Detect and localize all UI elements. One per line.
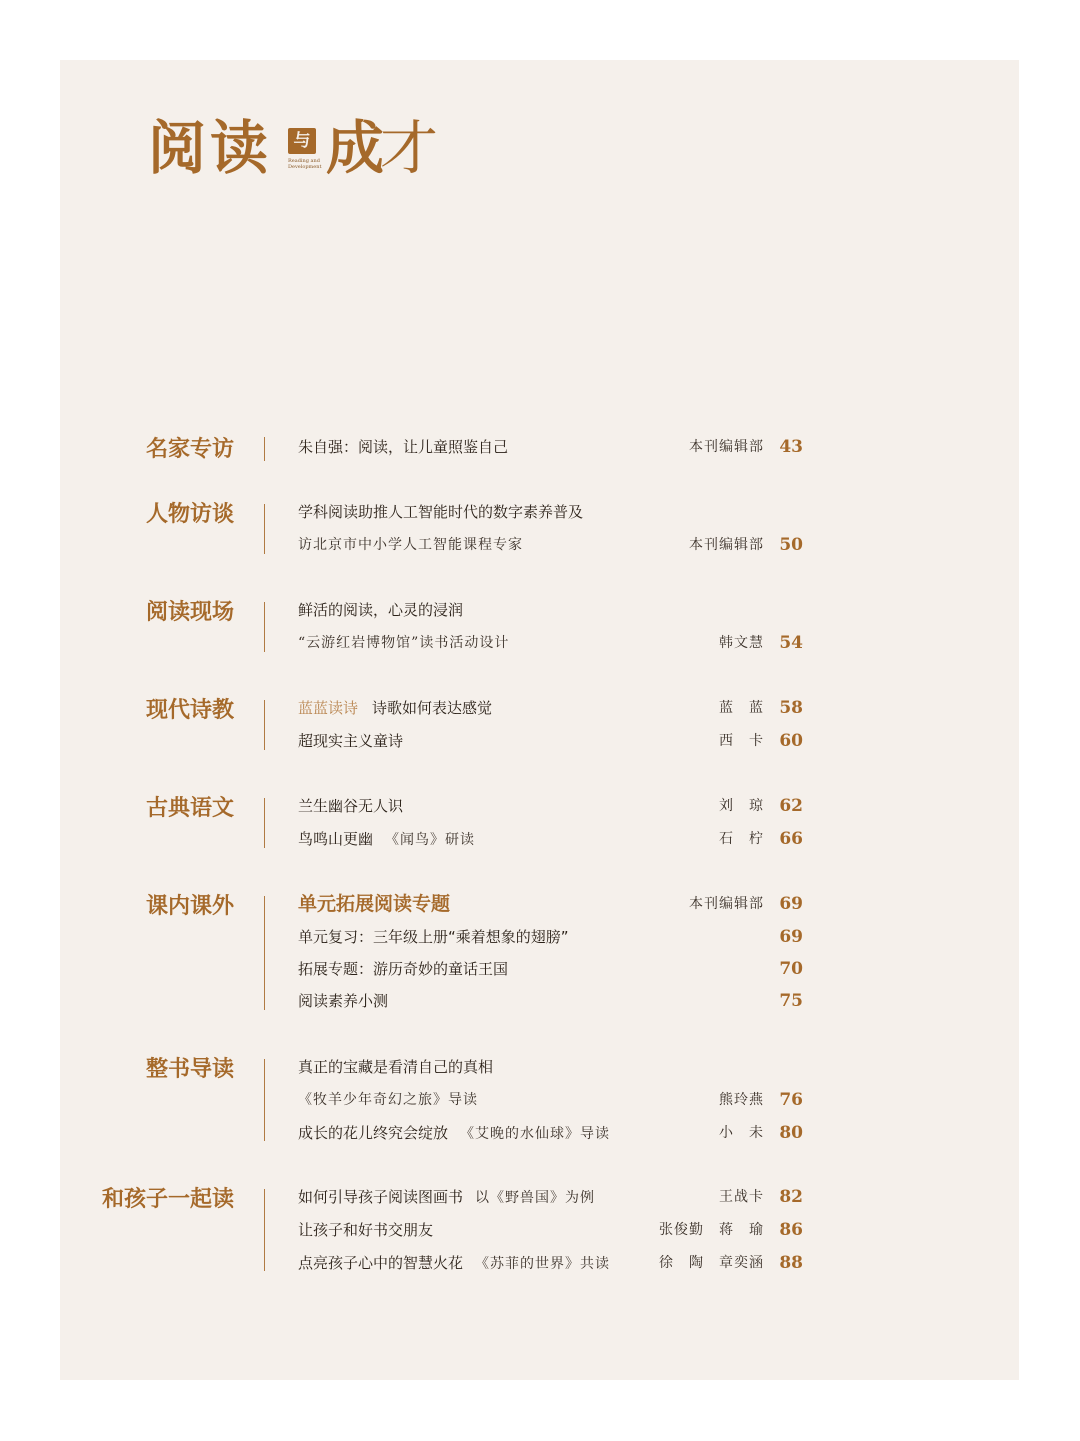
toc-entry[interactable]: [298, 598, 803, 622]
toc-entry[interactable]: [298, 1055, 803, 1079]
article-author: 本刊编辑部: [689, 537, 764, 553]
toc-entry[interactable]: [298, 696, 803, 720]
toc-entry[interactable]: [298, 729, 803, 753]
page-number: 82: [779, 1187, 803, 1207]
logo-char: 才: [380, 114, 439, 182]
article-title: 诗歌如何表达感觉: [372, 699, 493, 717]
page-number: 76: [779, 1090, 803, 1110]
toc-entry[interactable]: [298, 892, 803, 916]
toc-entry[interactable]: [298, 631, 803, 655]
toc-entry[interactable]: [298, 1088, 803, 1112]
article-title: 朱自强：阅读，让儿童照鉴自己: [298, 438, 509, 456]
article-author: 本刊编辑部: [689, 439, 764, 455]
article-title-line: [298, 1185, 595, 1210]
article-title-line: [298, 827, 475, 852]
column-prefix: 蓝蓝读诗: [298, 699, 359, 717]
section-title: 和孩子一起读: [101, 1186, 234, 1212]
page-number: 58: [779, 698, 803, 718]
section-title: 阅读现场: [145, 599, 234, 625]
toc-entry[interactable]: [298, 827, 803, 851]
article-title: 点亮孩子心中的智慧火花: [298, 1254, 464, 1272]
section-title: 古典语文: [145, 795, 234, 821]
article-author: 王战卡: [719, 1189, 764, 1205]
toc-entry[interactable]: [298, 989, 803, 1013]
section-title: 整书导读: [145, 1056, 234, 1082]
article-subtitle: 《苏菲的世界》共读: [475, 1256, 611, 1272]
article-author: 小 未: [719, 1125, 764, 1141]
page-number: 75: [779, 991, 803, 1011]
logo-english-line: Development: [288, 164, 322, 170]
page-number: 66: [779, 829, 803, 849]
section-title: 人物访谈: [145, 501, 234, 527]
article-subtitle: 《牧羊少年奇幻之旅》导读: [298, 1092, 478, 1108]
toc-entry[interactable]: [298, 1218, 803, 1242]
page-number: 54: [779, 633, 803, 653]
article-subtitle: “云游红岩博物馆”读书活动设计: [298, 635, 510, 651]
magazine-logo: [148, 110, 448, 200]
article-title: 单元拓展阅读专题: [298, 893, 451, 915]
article-title-line: [298, 696, 492, 720]
article-title: 鲜活的阅读，心灵的浸润: [298, 601, 464, 619]
article-title: 鸟鸣山更幽: [298, 830, 374, 848]
article-author: 张俊勤 蒋 瑜: [659, 1222, 764, 1238]
section-divider: [264, 504, 265, 554]
article-author: 西 卡: [719, 733, 764, 749]
page-number: 88: [779, 1253, 803, 1273]
page-number: 70: [779, 959, 803, 979]
toc-entry[interactable]: [298, 435, 803, 459]
toc-entry[interactable]: [298, 500, 803, 524]
section-divider: [264, 1059, 265, 1141]
logo-char: 阅: [148, 114, 207, 182]
article-author: 徐 陶 章奕涵: [659, 1255, 764, 1271]
article-author: 熊玲燕: [719, 1092, 764, 1108]
article-title: 拓展专题：游历奇妙的童话王国: [298, 960, 509, 978]
page-number: 43: [779, 437, 803, 457]
section-title: 名家专访: [145, 436, 234, 462]
article-subtitle: 《艾晚的水仙球》导读: [460, 1126, 611, 1142]
article-title: 超现实主义童诗: [298, 732, 404, 750]
article-author: 本刊编辑部: [689, 896, 764, 912]
toc-entry[interactable]: [298, 925, 803, 949]
section-title: 现代诗教: [145, 697, 234, 723]
article-subtitle: 访北京市中小学人工智能课程专家: [298, 537, 523, 553]
toc-entry[interactable]: [298, 1251, 803, 1275]
section-divider: [264, 798, 265, 848]
article-author: 韩文慧: [719, 635, 764, 651]
section-divider: [264, 437, 265, 461]
page-number: 80: [779, 1123, 803, 1143]
article-title: 兰生幽谷无人识: [298, 797, 404, 815]
logo-char: 成: [326, 114, 385, 182]
page-number: 60: [779, 731, 803, 751]
article-author: 刘 琼: [719, 798, 764, 814]
logo-seal: 与: [288, 128, 316, 154]
table-of-contents-page: [60, 60, 1019, 1380]
section-divider: [264, 896, 265, 1010]
page-number: 50: [779, 535, 803, 555]
toc-entry[interactable]: [298, 794, 803, 818]
article-title-line: [298, 1251, 610, 1276]
article-title: 真正的宝藏是看清自己的真相: [298, 1058, 494, 1076]
article-author: 蓝 蓝: [719, 700, 764, 716]
toc-entry[interactable]: [298, 1121, 803, 1145]
logo-english-line: Reading and: [288, 158, 320, 164]
article-title: 阅读素养小测: [298, 992, 389, 1010]
logo-char: 读: [210, 114, 269, 182]
section-title: 课内课外: [145, 893, 234, 919]
article-title: 单元复习：三年级上册“乘着想象的翅膀”: [298, 928, 569, 946]
article-title: 让孩子和好书交朋友: [298, 1221, 434, 1239]
section-divider: [264, 700, 265, 750]
article-author: 石 柠: [719, 831, 764, 847]
toc-entry[interactable]: [298, 533, 803, 557]
toc-entry[interactable]: [298, 957, 803, 981]
article-subtitle: 以《野兽国》为例: [475, 1190, 596, 1206]
article-subtitle: 《闻鸟》研读: [385, 832, 476, 848]
article-title-line: [298, 1121, 610, 1146]
toc-entry[interactable]: [298, 1185, 803, 1209]
page-number: 69: [779, 894, 803, 914]
section-divider: [264, 602, 265, 652]
article-title: 成长的花儿终究会绽放: [298, 1124, 449, 1142]
page-number: 69: [779, 927, 803, 947]
article-title: 如何引导孩子阅读图画书: [298, 1188, 464, 1206]
page-number: 86: [779, 1220, 803, 1240]
article-title: 学科阅读助推人工智能时代的数字素养普及: [298, 503, 584, 521]
page-number: 62: [779, 796, 803, 816]
section-divider: [264, 1189, 265, 1271]
